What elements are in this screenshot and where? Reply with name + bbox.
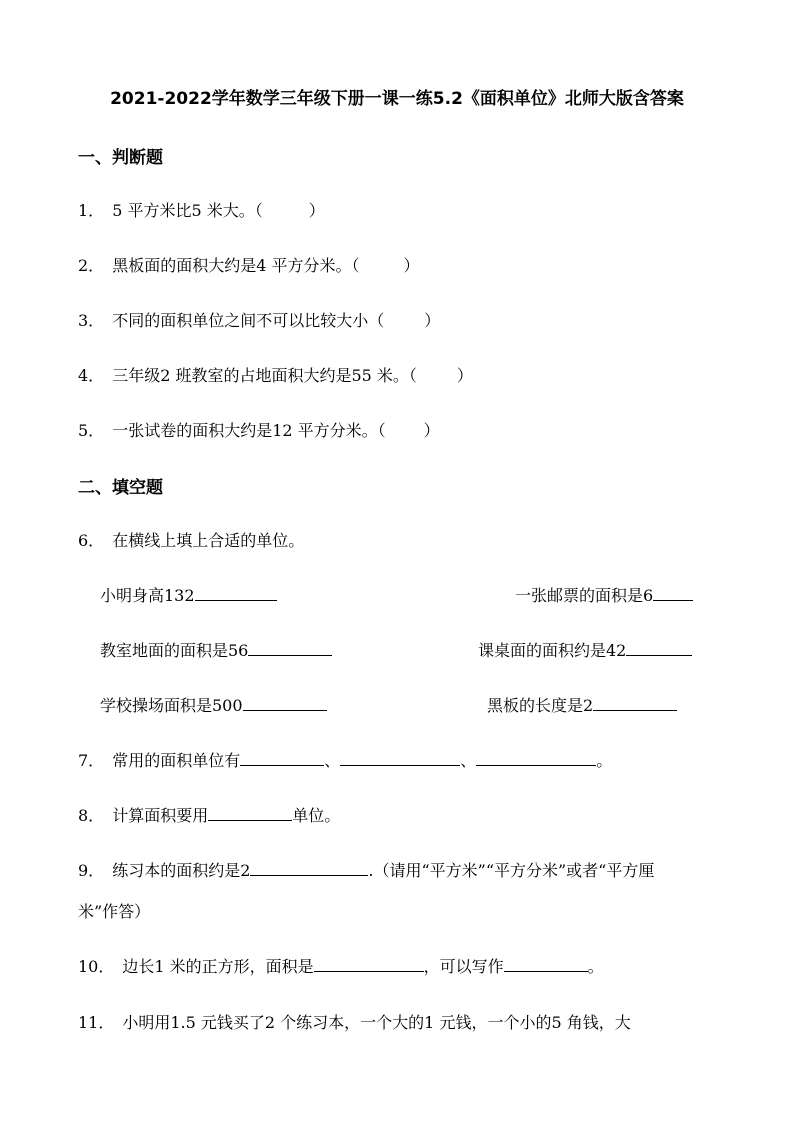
- question-text: 小明用1.5 元钱买了2 个练习本，一个大的1 元钱，一个小的5 角钱，大: [122, 1013, 631, 1032]
- question-text: 黑板面的面积大约是4 平方分米。（: [112, 256, 360, 275]
- fill-blank[interactable]: [240, 749, 324, 766]
- question-number: 10．: [78, 957, 115, 976]
- item-text: 课桌面的面积约是42: [478, 641, 627, 660]
- item-text: 教室地面的面积是56: [100, 641, 249, 660]
- question-7: [78, 748, 612, 771]
- question-number: 6．: [78, 531, 105, 550]
- question-end: 。: [587, 957, 604, 976]
- question-text: 不同的面积单位之间不可以比较大小（: [112, 311, 385, 330]
- section-fill-blank: 二、填空题: [78, 478, 163, 498]
- question-end: 单位。: [292, 806, 341, 825]
- question-number: 1．: [78, 201, 105, 220]
- question-number: 2．: [78, 256, 105, 275]
- question-text-mid: ，可以写作: [423, 957, 504, 976]
- question-2: [78, 253, 419, 276]
- q6-item-classroom: [100, 638, 332, 661]
- question-9: [78, 858, 654, 881]
- paren-close: ）: [423, 421, 440, 440]
- separator: 、: [460, 751, 477, 770]
- question-5: [78, 418, 440, 441]
- question-10: [78, 954, 604, 977]
- question-text: 常用的面积单位有: [112, 751, 241, 770]
- question-number: 3．: [78, 311, 105, 330]
- fill-blank[interactable]: [243, 694, 327, 711]
- fill-blank[interactable]: [476, 749, 596, 766]
- question-11: [78, 1010, 631, 1033]
- question-9-continued: [78, 899, 150, 922]
- page-title: 2021-2022学年数学三年级下册一课一练5.2《面积单位》北师大版含答案: [110, 89, 684, 109]
- question-text: 5 平方米比5 米大。（: [112, 201, 263, 220]
- item-text: 黑板的长度是2: [487, 696, 594, 715]
- question-4: [78, 363, 473, 386]
- question-text: 三年级2 班教室的占地面积大约是55 米。（: [112, 366, 417, 385]
- fill-blank[interactable]: [208, 804, 292, 821]
- fill-blank[interactable]: [340, 749, 460, 766]
- question-3: [78, 308, 440, 331]
- fill-blank[interactable]: [250, 859, 368, 876]
- question-text: 边长1 米的正方形，面积是: [122, 957, 314, 976]
- fill-blank[interactable]: [653, 584, 693, 601]
- question-number: 4．: [78, 366, 105, 385]
- question-text: 在横线上填上合适的单位。: [112, 531, 305, 550]
- question-number: 11．: [78, 1013, 115, 1032]
- q6-item-height: [100, 583, 277, 606]
- fill-blank[interactable]: [593, 694, 677, 711]
- paren-close: ）: [424, 311, 441, 330]
- question-number: 5．: [78, 421, 105, 440]
- fill-blank[interactable]: [626, 639, 692, 656]
- q6-item-blackboard: [487, 693, 677, 716]
- q6-item-desk: [478, 638, 692, 661]
- q6-item-stamp: [515, 583, 693, 606]
- section-true-false: 一、判断题: [78, 148, 163, 168]
- question-text: 练习本的面积约是2: [112, 861, 251, 880]
- question-text: 一张试卷的面积大约是12 平方分米。（: [112, 421, 386, 440]
- question-instruction: .（请用“平方米”“平方分米”或者“平方厘: [368, 861, 655, 880]
- fill-blank[interactable]: [248, 639, 332, 656]
- question-instruction-cont: 米”作答）: [78, 902, 151, 921]
- question-text: 计算面积要用: [112, 806, 209, 825]
- question-6: [78, 528, 304, 551]
- question-1: [78, 198, 325, 221]
- item-text: 一张邮票的面积是6: [515, 586, 654, 605]
- fill-blank[interactable]: [504, 955, 588, 972]
- question-end: 。: [596, 751, 613, 770]
- item-text: 学校操场面积是500: [100, 696, 243, 715]
- separator: 、: [324, 751, 341, 770]
- question-number: 8．: [78, 806, 105, 825]
- paren-close: ）: [403, 256, 420, 275]
- paren-close: ）: [456, 366, 473, 385]
- item-text: 小明身高132: [100, 586, 195, 605]
- paren-close: ）: [308, 201, 325, 220]
- question-8: [78, 803, 340, 826]
- fill-blank[interactable]: [195, 584, 277, 601]
- question-number: 9．: [78, 861, 105, 880]
- fill-blank[interactable]: [314, 955, 424, 972]
- question-number: 7．: [78, 751, 105, 770]
- q6-item-playground: [100, 693, 327, 716]
